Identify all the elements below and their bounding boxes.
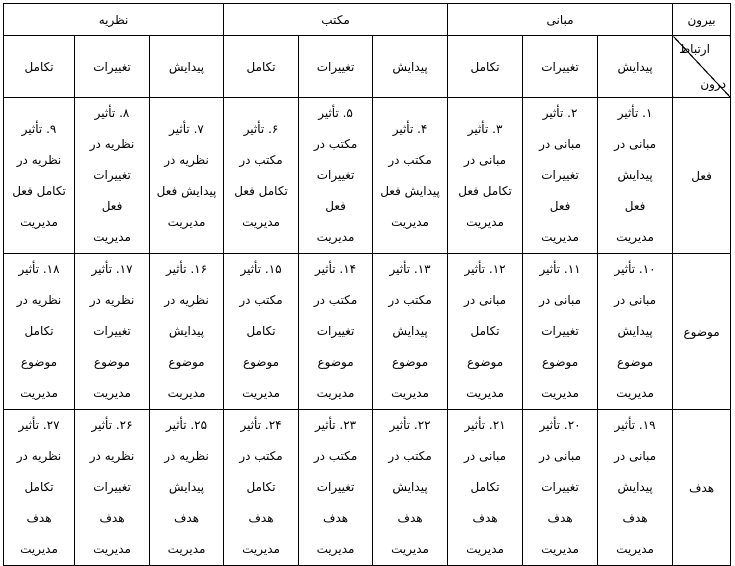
sub-header-evolution: تکامل (4, 36, 75, 98)
sub-header-emergence: پیدایش (598, 36, 673, 98)
row-header-action: فعل (673, 98, 731, 254)
group-header-school: مکتب (224, 4, 448, 36)
matrix-cell: ۱۹. تأثیر مبانی در پیدایش هدف مدیریت (598, 410, 673, 566)
matrix-cell: ۳. تأثیر مبانی در تکامل فعل مدیریت (448, 98, 523, 254)
relation-matrix-table (3, 3, 731, 566)
corner-inside-label: درون (700, 77, 727, 91)
table-row-action (4, 98, 731, 254)
group-header-theory: نظریه (4, 4, 224, 36)
row-header-goal: هدف (673, 410, 731, 566)
matrix-cell: ۷. تأثیر نظریه در پیدایش فعل مدیریت (150, 98, 224, 254)
matrix-cell: ۴. تأثیر مکتب در پیدایش فعل مدیریت (373, 98, 448, 254)
matrix-cell: ۱۰. تأثیر مبانی در پیدایش موضوع مدیریت (598, 254, 673, 410)
sub-header-emergence: پیدایش (150, 36, 224, 98)
group-header-foundations: مبانی (448, 4, 673, 36)
matrix-cell: ۲۷. تأثیر نظریه در تکامل هدف مدیریت (4, 410, 75, 566)
matrix-cell: ۲۳. تأثیر مکتب در تغییرات هدف مدیریت (299, 410, 373, 566)
matrix-cell: ۲۲. تأثیر مکتب در پیدایش هدف مدیریت (373, 410, 448, 566)
sub-header-emergence: پیدایش (373, 36, 448, 98)
matrix-cell: ۱۲. تأثیر مبانی در تکامل موضوع مدیریت (448, 254, 523, 410)
matrix-cell: ۱۷. تأثیر نظریه در تغییرات موضوع مدیریت (75, 254, 150, 410)
group-header-row (4, 4, 731, 36)
matrix-cell: ۱۶. تأثیر نظریه در پیدایش موضوع مدیریت (150, 254, 224, 410)
matrix-cell: ۱۵. تأثیر مکتب در تکامل موضوع مدیریت (224, 254, 299, 410)
sub-header-changes: تغییرات (299, 36, 373, 98)
matrix-cell: ۲۶. تأثیر نظریه در تغییرات هدف مدیریت (75, 410, 150, 566)
matrix-cell: ۱۴. تأثیر مکتب در تغییرات موضوع مدیریت (299, 254, 373, 410)
sub-header-changes: تغییرات (523, 36, 598, 98)
matrix-cell: ۲۰. تأثیر مبانی در تغییرات هدف مدیریت (523, 410, 598, 566)
matrix-cell: ۹. تأثیر نظریه در تکامل فعل مدیریت (4, 98, 75, 254)
matrix-cell: ۵. تأثیر مکتب در تغییرات فعل مدیریت (299, 98, 373, 254)
sub-header-evolution: تکامل (224, 36, 299, 98)
matrix-cell: ۲۴. تأثیر مکتب در تکامل هدف مدیریت (224, 410, 299, 566)
corner-outside-label: بیرون (673, 4, 731, 36)
row-header-subject: موضوع (673, 254, 731, 410)
matrix-cell: ۶. تأثیر مکتب در تکامل فعل مدیریت (224, 98, 299, 254)
matrix-cell: ۱۳. تأثیر مکتب در پیدایش موضوع مدیریت (373, 254, 448, 410)
sub-header-evolution: تکامل (448, 36, 523, 98)
table-row-goal (4, 410, 731, 566)
sub-header-row (4, 36, 731, 98)
matrix-cell: ۲۱. تأثیر مبانی در تکامل هدف مدیریت (448, 410, 523, 566)
matrix-cell: ۲۵. تأثیر نظریه در پیدایش هدف مدیریت (150, 410, 224, 566)
table-row-subject (4, 254, 731, 410)
matrix-cell: ۱. تأثیر مبانی در پیدایش فعل مدیریت (598, 98, 673, 254)
matrix-cell: ۱۱. تأثیر مبانی در تغییرات موضوع مدیریت (523, 254, 598, 410)
corner-relation-label: ارتباط (679, 42, 710, 56)
sub-header-changes: تغییرات (75, 36, 150, 98)
corner-diagonal-cell (673, 36, 731, 98)
matrix-container (3, 3, 731, 566)
matrix-cell: ۸. تأثیر نظریه در تغییرات فعل مدیریت (75, 98, 150, 254)
matrix-cell: ۱۸. تأثیر نظریه در تکامل موضوع مدیریت (4, 254, 75, 410)
matrix-cell: ۲. تأثیر مبانی در تغییرات فعل مدیریت (523, 98, 598, 254)
